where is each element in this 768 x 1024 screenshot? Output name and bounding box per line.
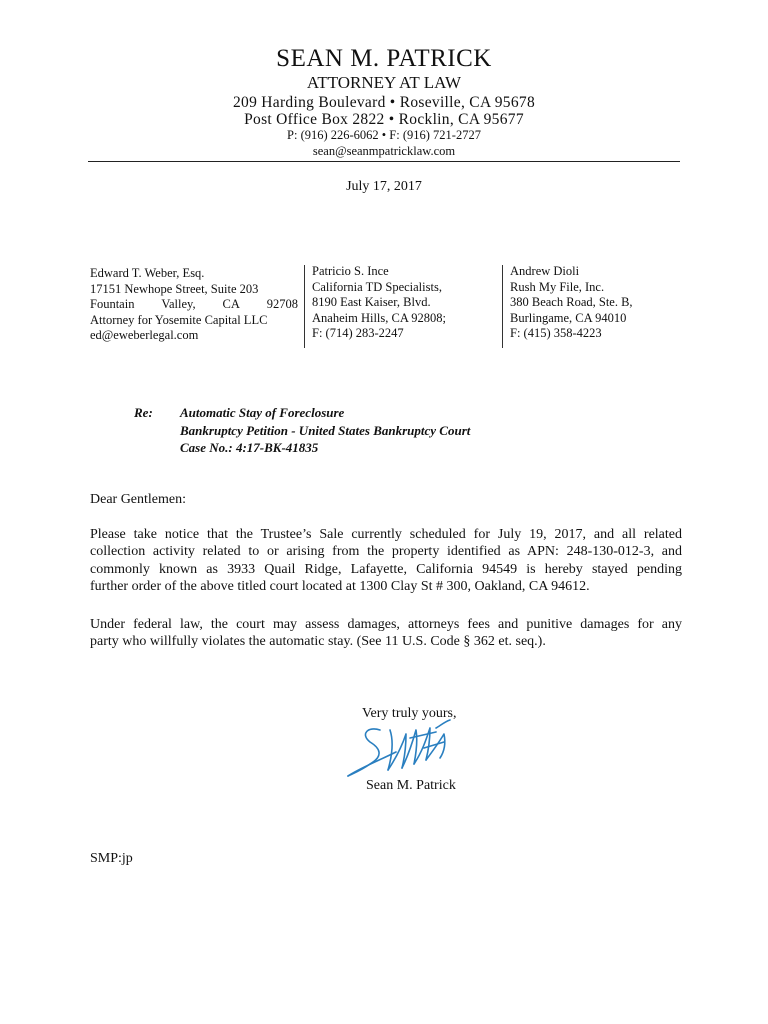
- recipient-line: Rush My File, Inc.: [510, 279, 605, 294]
- street-address: 209 Harding Boulevard • Roseville, CA 95678: [232, 94, 536, 111]
- handwritten-signature: [340, 708, 470, 788]
- paragraph-line: further order of the above titled court located at 1300 Clay St # 300, Oakland, CA 94612.: [90, 579, 590, 595]
- recipient-line: Edward T. Weber, Esq.: [90, 266, 205, 280]
- recipient-line: Patricio S. Ince: [312, 264, 389, 278]
- firm-title: ATTORNEY AT LAW: [306, 73, 462, 92]
- po-box-address: Post Office Box 2822 • Rocklin, CA 95677: [244, 111, 524, 128]
- recipient-word: Fountain: [90, 297, 135, 312]
- re-line: Bankruptcy Petition - United States Bankruptcy Court: [180, 422, 471, 438]
- closing: Very truly yours,: [362, 706, 457, 721]
- recipient-line: Burlingame, CA 94010: [510, 310, 627, 325]
- column-divider: [304, 265, 305, 348]
- recipient-line: 8190 East Kaiser, Blvd.: [312, 295, 431, 310]
- paragraph-line: collection activity related to or arising from the property identified as APN: 248-130-012-3, and: [90, 544, 682, 560]
- re-line: Automatic Stay of Foreclosure: [180, 405, 345, 420]
- recipient-line: California TD Specialists,: [312, 279, 442, 294]
- letter-date: July 17, 2017: [346, 179, 422, 194]
- recipient-line: F: (714) 283-2247: [312, 326, 404, 341]
- paragraph-line: party who willfully violates the automatic stay. (See 11 U.S. Code § 362 et. seq.).: [90, 634, 546, 650]
- recipient-block-ince: [312, 264, 492, 342]
- recipient-line: Attorney for Yosemite Capital LLC: [90, 312, 268, 327]
- recipient-line: 380 Beach Road, Ste. B,: [510, 295, 633, 310]
- paragraph-line: Please take notice that the Trustee’s Sale currently scheduled for July 19, 2017, and all related: [90, 527, 682, 542]
- re-subject: [180, 404, 470, 457]
- firm-name: SEAN M. PATRICK: [276, 45, 492, 72]
- recipient-line: Andrew Dioli: [510, 264, 580, 278]
- re-line: Case No.: 4:17-BK-41835: [180, 440, 319, 455]
- reference-initials: SMP:jp: [90, 851, 133, 866]
- recipient-line: F: (415) 358-4223: [510, 326, 602, 341]
- signer-name: Sean M. Patrick: [366, 778, 456, 793]
- paragraph-line: Under federal law, the court may assess damages, attorneys fees and punitive damages for any: [90, 617, 682, 632]
- recipient-block-dioli: [510, 264, 690, 342]
- recipient-block-weber: [90, 266, 298, 344]
- recipient-line: ed@eweberlegal.com: [90, 328, 199, 343]
- recipient-word: CA: [222, 297, 240, 312]
- paragraph-line: commonly known as 3933 Quail Ridge, Lafayette, California 94549 is hereby stayed pending: [90, 561, 682, 577]
- recipient-line-city: [90, 297, 298, 313]
- column-divider: [502, 265, 503, 348]
- recipient-word: Valley,: [161, 297, 196, 312]
- body-paragraph-law: [90, 616, 682, 651]
- salutation: Dear Gentlemen:: [90, 492, 187, 507]
- recipient-line: Anaheim Hills, CA 92808;: [312, 310, 447, 325]
- body-paragraph-notice: [90, 526, 682, 596]
- recipient-line: 17151 Newhope Street, Suite 203: [90, 281, 259, 296]
- recipient-word: 92708: [266, 297, 298, 312]
- phone-fax: P: (916) 226-6062 • F: (916) 721-2727: [287, 128, 481, 142]
- re-label: Re:: [134, 405, 153, 420]
- header-divider: [88, 161, 680, 162]
- firm-email: sean@seanmpatricklaw.com: [312, 144, 456, 158]
